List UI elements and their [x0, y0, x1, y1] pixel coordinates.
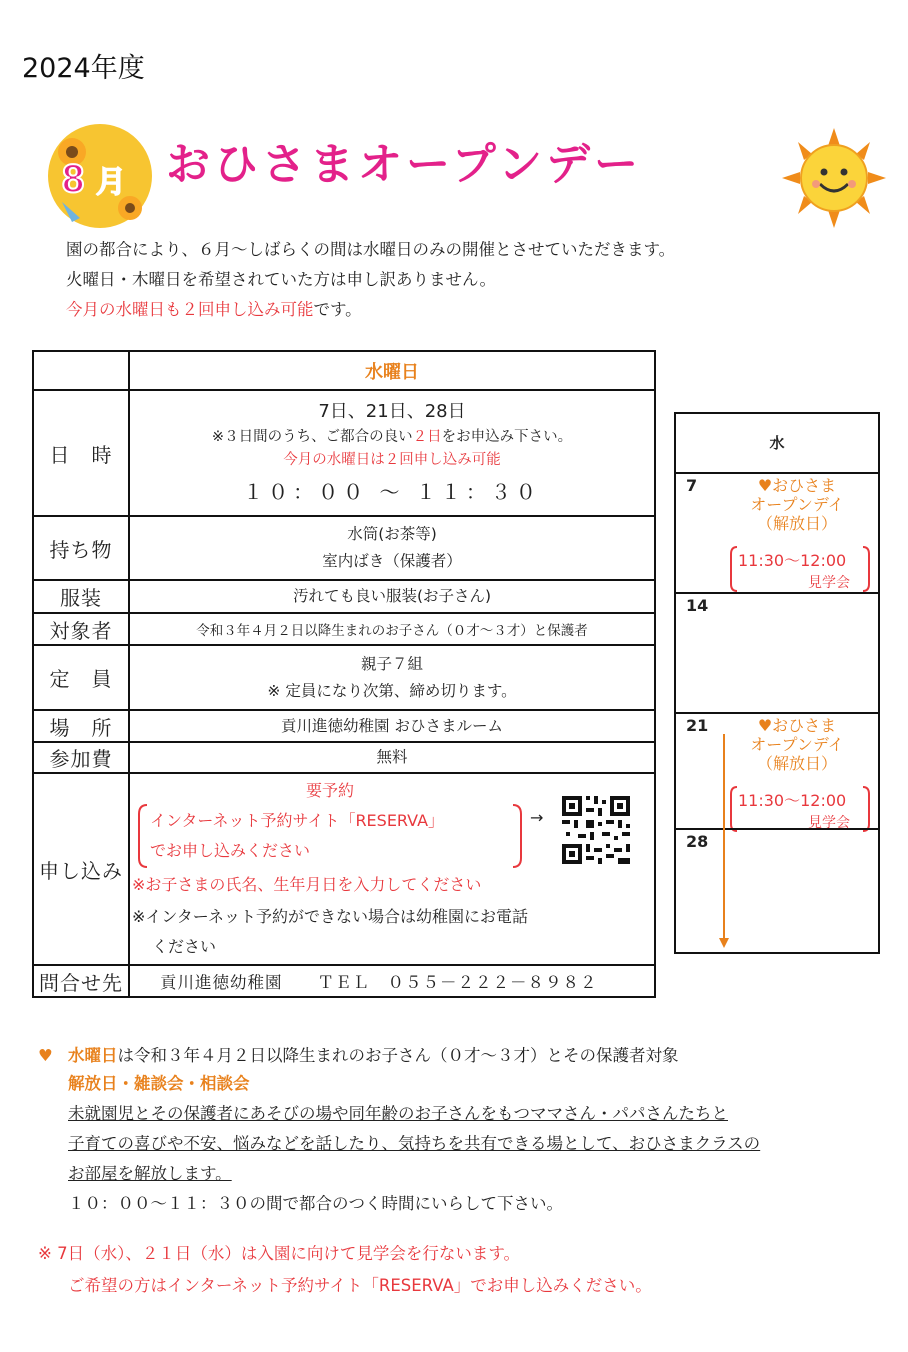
target-cell: 令和３年４月２日以降生まれのお子さん（０才～３才）と保護者 [129, 613, 655, 645]
intro-tail: です。 [313, 300, 362, 319]
calendar-day-number: 14 [686, 596, 709, 615]
calendar-day-number: 7 [686, 476, 698, 495]
notes-desc-3: お部屋を解放します。 [68, 1164, 232, 1183]
apply-content [130, 774, 654, 962]
visit-note-2: ご希望の方はインターネット予約サイト「RESERVA」でお申し込みください。 [68, 1276, 652, 1295]
column-header [129, 351, 655, 390]
dress-label-text: 服装 [60, 586, 102, 610]
apply-note-3: ください [152, 937, 217, 956]
event-dates: 7日、21日、28日 [318, 401, 466, 423]
wednesday-text: は令和３年４月２日以降生まれのお子さん（０才～３才）とその保護者対象 [117, 1046, 679, 1065]
place-cell: 貢川進徳幼稚園 おひさまルーム [129, 710, 655, 742]
date-label [33, 390, 129, 516]
items-cell [129, 516, 655, 580]
twice-note: 今月の水曜日は２回申し込み可能 [283, 452, 501, 469]
bracket-left-icon [730, 786, 738, 832]
capacity-line-2: ※ 定員になり次第、締め切ります。 [267, 681, 517, 700]
apply-label [33, 773, 129, 965]
event-title-3: （解放日） [756, 514, 837, 534]
calendar-day-number: 28 [686, 832, 709, 851]
contact-cell: 貢川進徳幼稚園 ＴＥＬ ０５５－２２２－８９８２ [129, 965, 655, 997]
bracket-left-icon [730, 546, 738, 592]
notes-desc-2: 子育ての喜びや不安、悩みなどを話したり、気持ちを共有できる場として、おひさまクラスの [68, 1134, 761, 1153]
calendar-day-28 [676, 828, 878, 952]
items-label-text: 持ち物 [49, 537, 113, 562]
page-title: おひさまオープンデー [166, 139, 643, 190]
fiscal-year: 2024年度 [22, 53, 145, 84]
event-info-table [32, 350, 656, 998]
heart-icon: ♥ [38, 1046, 53, 1065]
date-cell [129, 390, 655, 516]
intro-red-text: 今月の水曜日も２回申し込み可能 [66, 300, 314, 319]
fee-label [33, 742, 129, 773]
calendar [674, 412, 880, 954]
apply-label-text: 申し込み [39, 858, 123, 883]
calendar-day-number: 21 [686, 716, 709, 735]
svg-text:月: 月 [96, 165, 126, 200]
august-badge-icon [42, 122, 154, 230]
place-label [33, 710, 129, 742]
date-note-post: をお申込み下さい。 [441, 428, 573, 445]
bracket-right-icon [512, 804, 522, 868]
place-label-text: 場 所 [49, 715, 113, 740]
target-label-text: 対象者 [49, 618, 113, 643]
visit-note-1: ※ 7日（水）、２１日（水）は入園に向けて見学会を行ないます。 [38, 1244, 520, 1263]
event-title-2: オープンデイ [750, 495, 844, 515]
calendar-visit-time: 11:30～12:00 [738, 791, 847, 810]
apply-site-link[interactable]: インターネット予約サイト「RESERVA」 [150, 811, 445, 830]
contact-label-text: 問合せ先 [39, 970, 123, 995]
apply-note-2: ※インターネット予約ができない場合は幼稚園にお電話 [132, 907, 528, 926]
qr-code-icon[interactable] [560, 794, 632, 866]
event-title-2: オープンデイ [750, 735, 844, 755]
intro-line-3 [66, 296, 362, 320]
apply-note-1: ※お子さまの氏名、生年月日を入力してください [132, 875, 482, 894]
event-title-1: ♥おひさま [757, 476, 837, 495]
event-time: １０：００ ～ １１：３０ [243, 479, 541, 504]
dress-cell: 汚れても良い服装(お子さん) [129, 580, 655, 613]
apply-required: 要予約 [306, 781, 355, 800]
wednesday-label: 水曜日 [68, 1046, 118, 1065]
wednesday-note [38, 1042, 679, 1066]
calendar-day-7 [676, 472, 878, 594]
capacity-label-text: 定 員 [49, 667, 113, 691]
intro-line-1: 園の都合により、６月～しばらくの間は水曜日のみの開催とさせていただきます。 [66, 240, 676, 259]
contact-label [33, 965, 129, 997]
notes-time: １０：００～１１：３０の間で都合のつく時間にいらして下さい。 [68, 1194, 563, 1213]
date-note-red: ２日 [412, 428, 442, 445]
items-label [33, 516, 129, 580]
calendar-header: 水 [769, 434, 785, 452]
event-title-3: （解放日） [756, 754, 837, 774]
fee-cell: 無料 [129, 742, 655, 773]
bracket-left-icon [138, 804, 148, 868]
dress-label [33, 580, 129, 613]
sun-icon [782, 128, 886, 228]
date-label-text: 日 時 [49, 442, 113, 467]
apply-site-line-2: でお申し込みください [150, 841, 311, 860]
items-line-1: 水筒(お茶等) [347, 525, 437, 544]
calendar-day-21 [676, 712, 878, 830]
bracket-right-icon [862, 786, 870, 832]
calendar-day-14 [676, 592, 878, 714]
intro-line-2: 火曜日・木曜日を希望されていた方は申し訳ありません。 [66, 270, 496, 289]
capacity-cell [129, 645, 655, 710]
target-label [33, 613, 129, 645]
table-corner [33, 351, 129, 390]
arrow-icon: → [530, 808, 544, 827]
calendar-visit-time: 11:30～12:00 [738, 551, 847, 570]
apply-cell [129, 773, 655, 965]
date-note [130, 429, 654, 446]
capacity-line-1: 親子７組 [360, 654, 423, 673]
items-line-2: 室内ばき（保護者） [322, 552, 462, 570]
notes-desc-1: 未就園児とその保護者にあそびの場や同年齢のお子さんをもつママさん・パパさんたちと [68, 1104, 728, 1123]
period-arrow-icon [718, 734, 730, 950]
calendar-visit-label: 見学会 [808, 575, 850, 591]
date-note-pre: ※３日間のうち、ご都合の良い [211, 428, 413, 445]
svg-text:8: 8 [62, 157, 85, 201]
capacity-label [33, 645, 129, 710]
event-title-1: ♥おひさま [757, 716, 837, 735]
calendar-event [722, 716, 872, 774]
notes-subtitle: 解放日・雑談会・相談会 [68, 1074, 250, 1093]
calendar-event [722, 476, 872, 534]
fee-label-text: 参加費 [49, 747, 113, 771]
calendar-visit-label: 見学会 [808, 815, 850, 831]
column-header-text: 水曜日 [365, 361, 419, 383]
bracket-right-icon [862, 546, 870, 592]
